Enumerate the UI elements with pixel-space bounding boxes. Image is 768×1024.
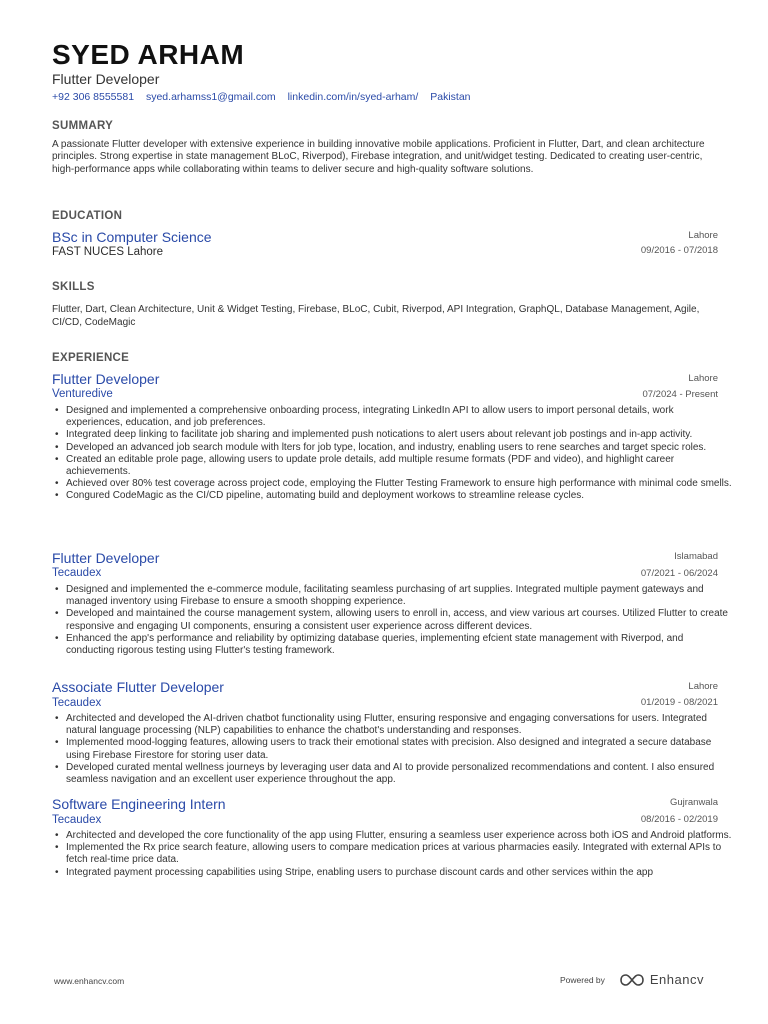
job-company: Tecaudex: [52, 814, 102, 826]
footer-branding[interactable]: [560, 972, 704, 987]
job-role: Software Engineering Intern: [52, 796, 226, 812]
job-dates: 07/2021 - 06/2024: [640, 568, 718, 579]
education-location: Lahore: [688, 230, 718, 241]
job-dates: 01/2019 - 08/2021: [640, 697, 718, 708]
candidate-role: Flutter Developer: [52, 71, 160, 87]
job-location: Gujranwala: [669, 797, 718, 808]
job-role: Flutter Developer: [52, 550, 160, 566]
job-bullet-list: [52, 584, 732, 657]
enhancv-infinity-logo-icon: [619, 973, 645, 987]
education-school: FAST NUCES Lahore: [52, 246, 164, 258]
job-bullet: • Developed an advanced job search module with lters for job type, location, and industry, enabling users to rene searches and target specic roles.: [66, 442, 732, 454]
job-location: Islamabad: [674, 551, 718, 562]
job-dates: 08/2016 - 02/2019: [640, 814, 718, 825]
email-link[interactable]: syed.arhamss1@gmail.com: [145, 91, 276, 103]
powered-by-label: Powered by: [560, 974, 605, 985]
job-bullet: • Designed and implemented the e-commerce module, facilitating seamless purchasing of art supplies. Integrated multiple payment gateways and managed inventory using Firebase to ensure a smooth shopping experience.: [66, 584, 732, 608]
job-bullet: • Achieved over 80% test coverage across project code, employing the Flutter Testing Framework to ensure high performance with minimal code smells.: [66, 478, 732, 490]
job-location: Lahore: [688, 373, 718, 384]
contact-line: [52, 90, 480, 104]
candidate-name: SYED ARHAM: [52, 39, 245, 70]
job-role: Flutter Developer: [52, 371, 160, 387]
job-bullet: • Implemented mood-logging features, allowing users to track their emotional states with precision. Also designed and integrated a secure database using Firebase Firestore for storing user data.: [66, 737, 732, 761]
job-bullet: • Enhanced the app's performance and reliability by optimizing database queries, implementing efcient state management with Riverpod, and conducting rigorous testing using Flutter's testing framework.: [66, 633, 732, 657]
job-bullet: • Integrated deep linking to facilitate job sharing and implemented push notications to alert users about relevant job postings and in-app activity.: [66, 429, 732, 441]
enhancv-logo: [619, 972, 704, 987]
summary-text: A passionate Flutter developer with extensive experience in building innovative mobile applications. Proficient in Flutter, Dart, and clean architecture principles. Strong expertise in state management BLoC, Riverpod), Firebase integration, and unit/widget testing. Dedicated to creating user-centric, high-performance apps while collaborating within teams to deliver secure and high-quality software solutions.: [52, 139, 705, 175]
job-bullet: • Developed curated mental wellness journeys by leveraging user data and AI to provide personalized recommendations and content. I also ensured seamless navigation and an excellent user experience throughout the app.: [66, 762, 732, 786]
job-location: Lahore: [688, 681, 718, 692]
job-bullet: • Integrated payment processing capabilities using Stripe, enabling users to purchase discount cards and other services within the app: [66, 867, 732, 879]
job-dates: 07/2024 - Present: [642, 389, 718, 400]
education-degree: BSc in Computer Science: [52, 229, 212, 245]
phone-link[interactable]: +92 306 8555581: [52, 91, 135, 103]
skills-text: Flutter, Dart, Clean Architecture, Unit & Widget Testing, Firebase, BLoC, Cubit, Riverpod, API Integration, GraphQL, Database Management, Agile, CI/CD, CodeMagic: [52, 304, 700, 329]
job-company: Tecaudex: [52, 697, 102, 709]
job-company: Tecaudex: [52, 567, 102, 579]
summary-heading: SUMMARY: [52, 120, 114, 132]
job-bullet: • Architected and developed the core functionality of the app using Flutter, ensuring a seamless user experience across both iOS and Android platforms.: [66, 830, 732, 842]
job-role: Associate Flutter Developer: [52, 679, 224, 695]
education-dates: 09/2016 - 07/2018: [640, 245, 718, 256]
linkedin-link[interactable]: linkedin.com/in/syed-arham/: [287, 91, 419, 103]
job-bullet-list: [52, 830, 732, 879]
footer-site-link[interactable]: www.enhancv.com: [54, 976, 125, 986]
job-bullet: • Designed and implemented a comprehensive onboarding process, integrating LinkedIn API to allow users to import personal details, work experiences, education, and job preferences.: [66, 405, 732, 429]
education-heading: EDUCATION: [52, 210, 123, 222]
enhancv-brand-text: Enhancv: [649, 972, 704, 987]
job-bullet: • Architected and developed the AI-driven chatbot functionality using Flutter, ensuring responsive and engaging conversations for users. Integrated natural language processing (NLP) capabilities to enhance the chatbot's understanding and responses.: [66, 713, 732, 737]
experience-heading: EXPERIENCE: [52, 352, 130, 364]
job-bullet-list: [52, 405, 732, 503]
job-bullet: • Implemented the Rx price search feature, allowing users to compare medication prices at various pharmacies easily. Integrated with external APIs to fetch real-time price data.: [66, 842, 732, 866]
job-bullet: • Created an editable prole page, allowing users to update prole details, add multiple resume formats (PDF and video), and highlight career achievements.: [66, 454, 732, 478]
job-company: Venturedive: [52, 388, 113, 400]
job-bullet: • Congured CodeMagic as the CI/CD pipeline, automating build and deployment workows to streamline release cycles.: [66, 490, 732, 502]
location-text: Pakistan: [430, 91, 471, 103]
skills-heading: SKILLS: [52, 281, 95, 293]
job-bullet: • Developed and maintained the course management system, allowing users to enroll in, access, and view various art courses. Utilized Flutter to create responsive and engaging UI components, ensuring a consistent user experience across different devices.: [66, 608, 732, 632]
job-bullet-list: [52, 713, 732, 786]
